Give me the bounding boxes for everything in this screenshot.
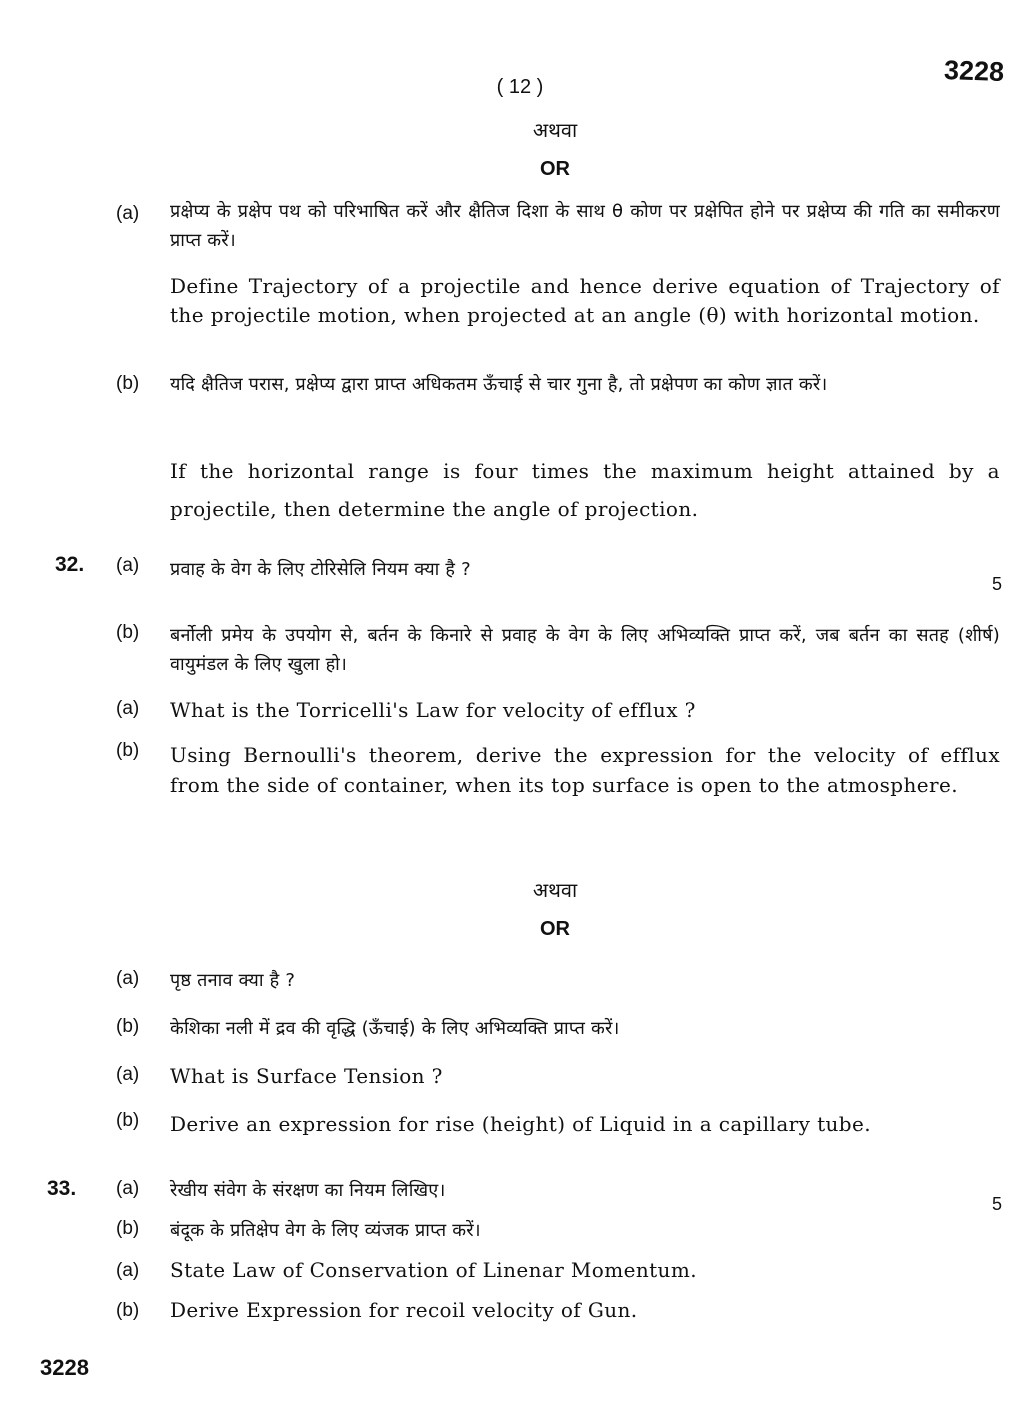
q32-a-english: What is the Torricelli's Law for velocity of efflux ? (170, 698, 696, 722)
q32-or-a-english: What is Surface Tension ? (170, 1064, 443, 1088)
q33-number: 33. (47, 1177, 77, 1200)
q31-a-label: (a) (116, 203, 140, 224)
q32-or-b-english: Derive an expression for rise (height) of Liquid in a capillary tube. (170, 1112, 871, 1136)
q33-b-hindi: बंदूक के प्रतिक्षेप वेग के लिए व्यंजक प्राप्त करें। (170, 1220, 481, 1241)
q33-marks: 5 (991, 1194, 1002, 1214)
q31-a-hindi: प्रक्षेप्य के प्रक्षेप पथ को परिभाषित करें और क्षैतिज दिशा के साथ θ कोण पर प्रक्षेपित होने पर प्रक्षेप्य की गति का समीकरण प्राप्त करें। (170, 201, 1000, 251)
paper-code-bottom: 3228 (40, 1355, 89, 1380)
q33-a-en-label: (a) (116, 1260, 140, 1281)
q32-b-hindi: बर्नोली प्रमेय के उपयोग से, बर्तन के किनारे से प्रवाह के वेग के लिए अभिव्यक्ति प्राप्त करें, जब बर्तन का सतह (शीर्ष) वायुमंडल के लिए खुला हो। (170, 625, 1000, 675)
q31-a-english: Define Trajectory of a projectile and hence derive equation of Trajectory of the projectile motion, when projected at an angle (θ) with horizontal motion. (170, 274, 1000, 327)
page-number: ( 12 ) (496, 76, 544, 98)
paper-code-top: 3228 (943, 54, 1005, 88)
q32-b-english: Using Bernoulli's theorem, derive the expression for the velocity of efflux from the side of container, when its top surface is open to the atmosphere. (170, 743, 1000, 797)
q32-number: 32. (55, 553, 85, 576)
q32-b-en-label: (b) (116, 740, 140, 761)
q32-a-hindi: प्रवाह के वेग के लिए टोरिसेलि नियम क्या है ? (170, 559, 471, 580)
q31-b-english: If the horizontal range is four times the maximum height attained by a projectile, then determine the angle of projection. (170, 459, 1000, 521)
q32-or-b-hindi: केशिका नली में द्रव की वृद्धि (ऊँचाई) के लिए अभिव्यक्ति प्राप्त करें। (170, 1018, 620, 1039)
q31-b-label: (b) (116, 373, 140, 394)
q32-b-label: (b) (116, 622, 140, 643)
q32-or-a-label: (a) (116, 968, 140, 989)
or-english-2: OR (540, 918, 570, 940)
q32-a-label: (a) (116, 555, 140, 576)
q32-or-b-label: (b) (116, 1016, 140, 1037)
q33-b-en-label: (b) (116, 1300, 140, 1321)
or-english-1: OR (540, 158, 570, 180)
q32-a-en-label: (a) (116, 698, 140, 719)
q32-or-a-hindi: पृष्ठ तनाव क्या है ? (170, 970, 296, 991)
q32-marks: 5 (991, 574, 1002, 594)
q31-b-hindi: यदि क्षैतिज परास, प्रक्षेप्य द्वारा प्राप्त अधिकतम ऊँचाई से चार गुना है, तो प्रक्षेपण का कोण ज्ञात करें। (170, 374, 828, 395)
q33-a-label: (a) (116, 1178, 140, 1199)
or-hindi-1: अथवा (532, 118, 578, 142)
q33-b-english: Derive Expression for recoil velocity of Gun. (170, 1298, 638, 1322)
q33-a-english: State Law of Conservation of Linenar Momentum. (170, 1258, 697, 1282)
q33-b-label: (b) (116, 1218, 140, 1239)
q32-or-b-en-label: (b) (116, 1110, 140, 1131)
or-hindi-2: अथवा (532, 878, 578, 902)
q33-a-hindi: रेखीय संवेग के संरक्षण का नियम लिखिए। (170, 1180, 446, 1201)
q32-or-a-en-label: (a) (116, 1064, 140, 1085)
